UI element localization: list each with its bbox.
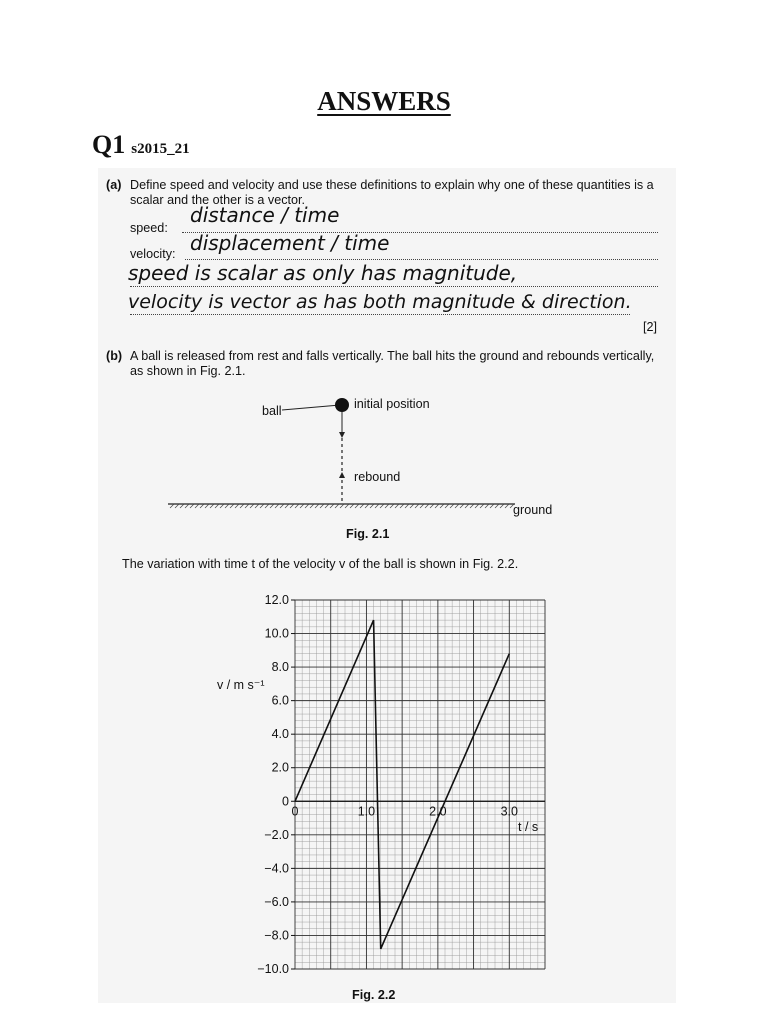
speed-answer: distance / time: [190, 203, 340, 227]
part-a-question: Define speed and velocity and use these definitions to explain why one of these quantities is a scalar and the other is a vector.: [130, 178, 654, 207]
part-a-label: (a): [106, 178, 122, 192]
speed-label: speed:: [130, 221, 168, 235]
y-tick-label: −6.0: [264, 894, 289, 909]
x-tick-label: 2.0: [429, 804, 447, 819]
explanation-text-1: speed is scalar as only has magnitude,: [128, 261, 518, 285]
x-tick-label: 3.0: [500, 804, 518, 819]
rebound-label: rebound: [354, 470, 401, 484]
y-tick-label: −8.0: [264, 928, 289, 943]
initial-position-label: initial position: [354, 397, 430, 411]
graph-intro: The variation with time t of the velocity v of the ball is shown in Fig. 2.2.: [122, 557, 519, 571]
y-tick-label: −10.0: [257, 962, 289, 976]
grid-major: [295, 600, 545, 969]
y-tick-label: 8.0: [271, 660, 289, 675]
y-tick-label: 4.0: [271, 727, 289, 742]
y-tick-label: 0: [282, 794, 289, 809]
part-a-marks: [2]: [643, 320, 658, 334]
velocity-label: velocity:: [130, 247, 176, 261]
y-tick-label: 6.0: [271, 693, 289, 708]
x-tick-label: 1.0: [357, 804, 376, 819]
ground-label: ground: [513, 503, 553, 517]
grid-minor: [295, 600, 545, 969]
part-b-question: A ball is released from rest and falls vertically. The ball hits the ground and rebounds vertically, as shown in Fig. 2.1.: [130, 349, 655, 378]
y-tick-label: −2.0: [264, 827, 289, 842]
y-tick-label: −4.0: [264, 861, 289, 876]
fig-2-1-caption: Fig. 2.1: [346, 527, 390, 541]
page-title: ANSWERS: [317, 86, 451, 116]
y-tick-label: 2.0: [271, 760, 289, 775]
explanation-text-2: velocity is vector as has both magnitude & direction.: [128, 291, 632, 313]
question-code: s2015_21: [131, 141, 190, 157]
question-number: Q1: [92, 130, 126, 159]
y-tick-label: 12.0: [264, 593, 289, 607]
x-tick-label: 0: [291, 804, 299, 819]
fig-2-2-caption: Fig. 2.2: [352, 988, 396, 1002]
x-axis-label: t / s: [518, 820, 539, 834]
y-axis-label: v / m s⁻¹: [217, 678, 265, 692]
velocity-answer: displacement / time: [190, 231, 390, 255]
part-b-label: (b): [106, 349, 123, 363]
ball-label: ball: [262, 404, 282, 418]
y-tick-label: 10.0: [264, 626, 289, 641]
